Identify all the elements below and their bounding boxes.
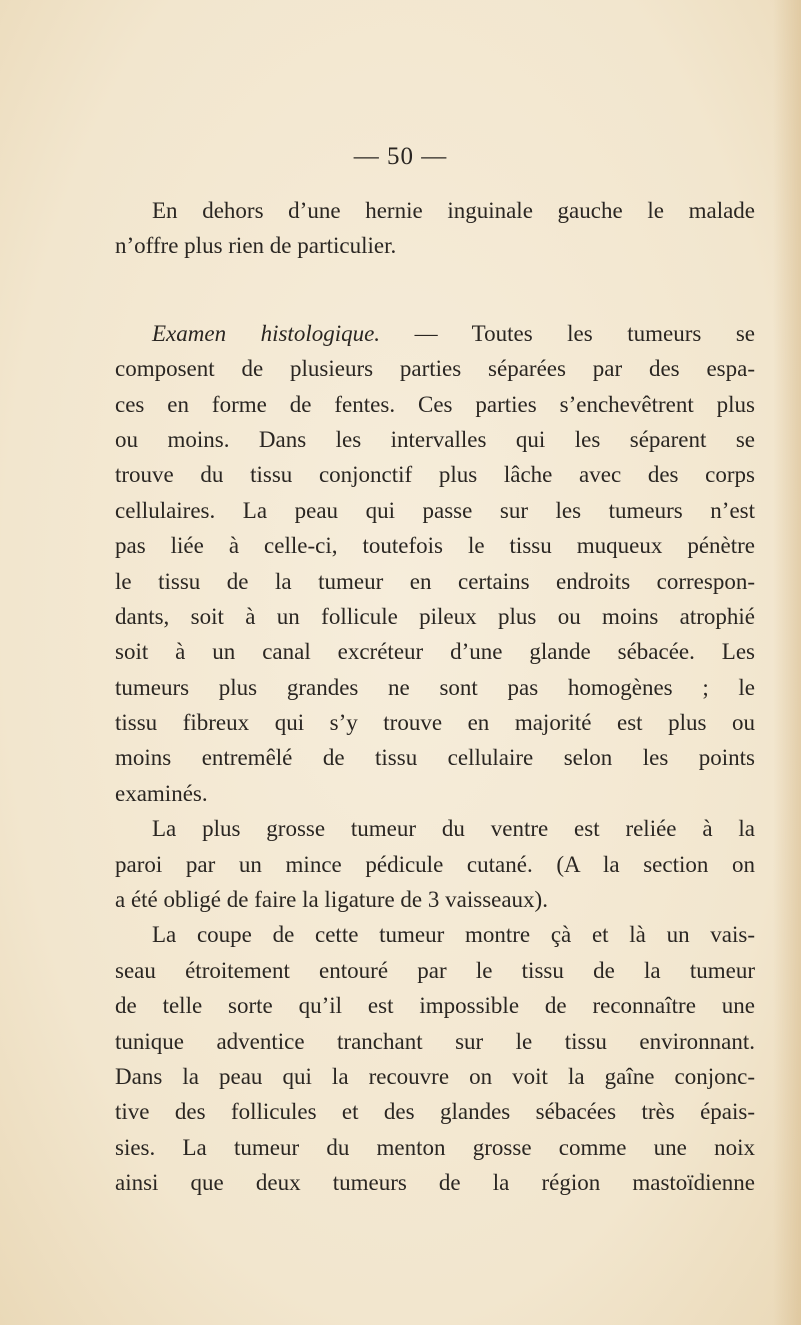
- text-line: tissu fibreux qui s’y trouve en majorité est plus ou: [115, 710, 755, 736]
- text-line: tive des follicules et des glandes sébacées très épais-: [115, 1099, 755, 1125]
- text-line: cellulaires. La peau qui passe sur les tumeurs n’est: [115, 497, 755, 523]
- text-line: seau étroitement entouré par le tissu de la tumeur: [115, 957, 755, 983]
- text-line: a été obligé de faire la ligature de 3 vaisseaux).: [115, 887, 548, 913]
- text-line: moins entremêlé de tissu cellulaire selon les points: [115, 745, 755, 771]
- paragraph-3: [115, 811, 755, 917]
- text-line: dants, soit à un follicule pileux plus ou moins atrophié: [115, 603, 755, 629]
- text-line: Dans la peau qui la recouvre on voit la gaîne conjonc-: [115, 1063, 755, 1089]
- text-line: En dehors d’une hernie inguinale gauche le malade: [152, 198, 755, 223]
- body-text: [115, 193, 755, 1201]
- text-line: [115, 316, 755, 351]
- text-line: La plus grosse tumeur du ventre est reliée à la: [152, 816, 755, 842]
- text-line: ainsi que deux tumeurs de la région mastoïdienne: [115, 1170, 755, 1196]
- text-line: tumeurs plus grandes ne sont pas homogènes ; le: [115, 674, 755, 700]
- text-line: le tissu de la tumeur en certains endroits correspon-: [115, 568, 755, 594]
- paragraph-gap: [115, 264, 755, 316]
- text-line: soit à un canal excréteur d’une glande sébacée. Les: [115, 639, 755, 665]
- text-line: trouve du tissu conjonctif plus lâche avec des corps: [115, 462, 755, 488]
- paragraph-4: [115, 917, 755, 1200]
- paragraph-2: [115, 316, 755, 811]
- text-line: composent de plusieurs parties séparées par des espa-: [115, 356, 755, 382]
- text-line: tunique adventice tranchant sur le tissu environnant.: [115, 1028, 755, 1054]
- text-line: examinés.: [115, 780, 208, 806]
- text-line: de telle sorte qu’il est impossible de reconnaître une: [115, 993, 755, 1019]
- text-line: La coupe de cette tumeur montre çà et là un vais-: [152, 922, 755, 948]
- text-line: n’offre plus rien de particulier.: [115, 233, 397, 259]
- paragraph-1: [115, 193, 755, 264]
- text-line: sies. La tumeur du menton grosse comme une noix: [115, 1134, 755, 1160]
- text-line: pas liée à celle-ci, toutefois le tissu muqueux pénètre: [115, 533, 755, 559]
- text-fragment: — Toutes les tumeurs se: [380, 320, 755, 346]
- page-edge-shadow: [773, 0, 801, 1325]
- page-number: — 50 —: [353, 143, 448, 170]
- text-line: ou moins. Dans les intervalles qui les séparent se: [115, 426, 755, 452]
- text-line: paroi par un mince pédicule cutané. (A la section on: [115, 851, 755, 877]
- section-heading: Examen histologique.: [152, 320, 381, 346]
- text-line: ces en forme de fentes. Ces parties s’enchevêtrent plus: [115, 391, 755, 417]
